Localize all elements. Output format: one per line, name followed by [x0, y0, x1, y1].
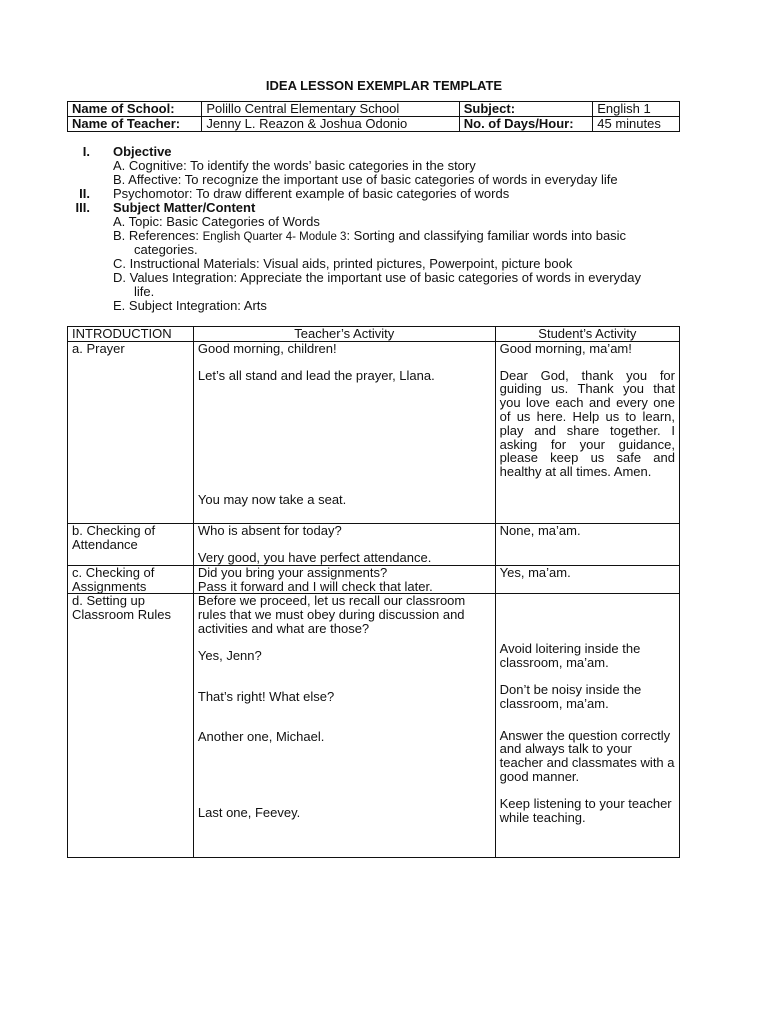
references-source: English Quarter 4- Module 3 — [202, 231, 347, 243]
header-student-activity: Student’s Activity — [495, 327, 679, 342]
teacher-cell-rules — [193, 594, 495, 858]
subject-value: English 1 — [593, 102, 680, 117]
teacher-cell-prayer — [193, 341, 495, 523]
student-line: Yes, ma’am. — [499, 564, 571, 580]
teacher-line: Pass it forward and I will check that later. — [197, 578, 433, 594]
section-classroom-rules: d. Setting up Classroom Rules — [68, 594, 194, 858]
teacher-line: Good morning, children! — [197, 340, 337, 356]
teacher-value: Jenny L. Reazon & Joshua Odonio — [202, 117, 459, 132]
references-description: : Sorting and classifying familiar words into basic — [346, 228, 627, 243]
header-introduction: INTRODUCTION — [68, 327, 194, 342]
header-teacher-activity: Teacher’s Activity — [193, 327, 495, 342]
student-line: Good morning, ma’am! — [499, 340, 632, 356]
teacher-line: You may now take a seat. — [197, 492, 347, 508]
activity-header-row — [68, 327, 680, 342]
student-line: Keep listening to your teacher while teaching. — [499, 795, 672, 825]
section-prayer: a. Prayer — [68, 341, 194, 523]
subject-label: Subject: — [459, 102, 593, 117]
objective-heading: Objective — [113, 144, 172, 159]
info-row-school — [68, 102, 680, 117]
section-attendance: b. Checking of Attendance — [68, 523, 194, 565]
teacher-line: Did you bring your assignments? — [197, 564, 388, 580]
teacher-line: Yes, Jenn? — [197, 647, 262, 663]
info-row-teacher — [68, 117, 680, 132]
section-number-1: I. — [82, 144, 90, 159]
objective-cognitive: A. Cognitive: To identify the words’ basic categories in the story — [113, 158, 476, 173]
document-title: IDEA LESSON EXEMPLAR TEMPLATE — [265, 78, 503, 93]
references-label: B. References: — [113, 228, 203, 243]
row-assignments — [68, 565, 680, 594]
student-line: Avoid loitering inside the classroom, ma’am. — [499, 641, 641, 671]
teacher-line: That’s right! What else? — [197, 688, 335, 704]
teacher-label: Name of Teacher: — [68, 117, 202, 132]
section-assignments: c. Checking of Assignments — [68, 565, 194, 594]
student-line: Answer the question correctly and always talk to your teacher and classmates with a good manner. — [499, 727, 675, 784]
subject-matter-heading: Subject Matter/Content — [113, 200, 256, 215]
school-label: Name of School: — [68, 102, 202, 117]
school-value: Polillo Central Elementary School — [202, 102, 459, 117]
teacher-line: Before we proceed, let us recall our classroom rules that we must obey during discussion and activities and what are those? — [197, 593, 466, 636]
student-cell-assignments — [495, 565, 679, 594]
teacher-line: Let’s all stand and lead the prayer, Llana. — [197, 367, 435, 383]
teacher-cell-assignments — [193, 565, 495, 594]
integration-line: E. Subject Integration: Arts — [113, 298, 267, 313]
teacher-line: Who is absent for today? — [197, 522, 342, 538]
row-attendance — [68, 523, 680, 565]
student-cell-attendance — [495, 523, 679, 565]
values-line: D. Values Integration: Appreciate the important use of basic categories of words in everyday — [113, 270, 641, 285]
section-number-3: III. — [75, 200, 90, 215]
student-line: Don’t be noisy inside the classroom, ma’am. — [499, 681, 642, 711]
teacher-line: Very good, you have perfect attendance. — [197, 549, 432, 565]
teacher-line: Another one, Michael. — [197, 729, 325, 745]
days-label: No. of Days/Hour: — [459, 117, 593, 132]
student-line: None, ma’am. — [499, 522, 581, 538]
student-prayer-text: Dear God, thank you for guiding us. Thank you that you love each and every one of us here. Help us to learn, play and share together. I asking for your guidance, please keep us safe and healthy at all times. Amen. — [499, 367, 675, 480]
section-number-2: II. — [79, 186, 90, 201]
days-value: 45 minutes — [593, 117, 680, 132]
objective-psychomotor: Psychomotor: To draw different example of basic categories of words — [113, 186, 510, 201]
activity-table — [67, 326, 680, 858]
student-cell-prayer — [495, 341, 679, 523]
teacher-cell-attendance — [193, 523, 495, 565]
info-table — [67, 101, 680, 132]
references-continuation: categories. — [134, 242, 198, 257]
materials-line: C. Instructional Materials: Visual aids, printed pictures, Powerpoint, picture book — [113, 256, 573, 271]
teacher-line: Last one, Feevey. — [197, 805, 301, 821]
topic-line: A. Topic: Basic Categories of Words — [113, 214, 320, 229]
values-continuation: life. — [134, 284, 155, 299]
row-classroom-rules — [68, 594, 680, 858]
row-prayer — [68, 341, 680, 523]
objective-affective: B. Affective: To recognize the important use of basic categories of words in everyday life — [113, 172, 618, 187]
student-cell-rules — [495, 594, 679, 858]
